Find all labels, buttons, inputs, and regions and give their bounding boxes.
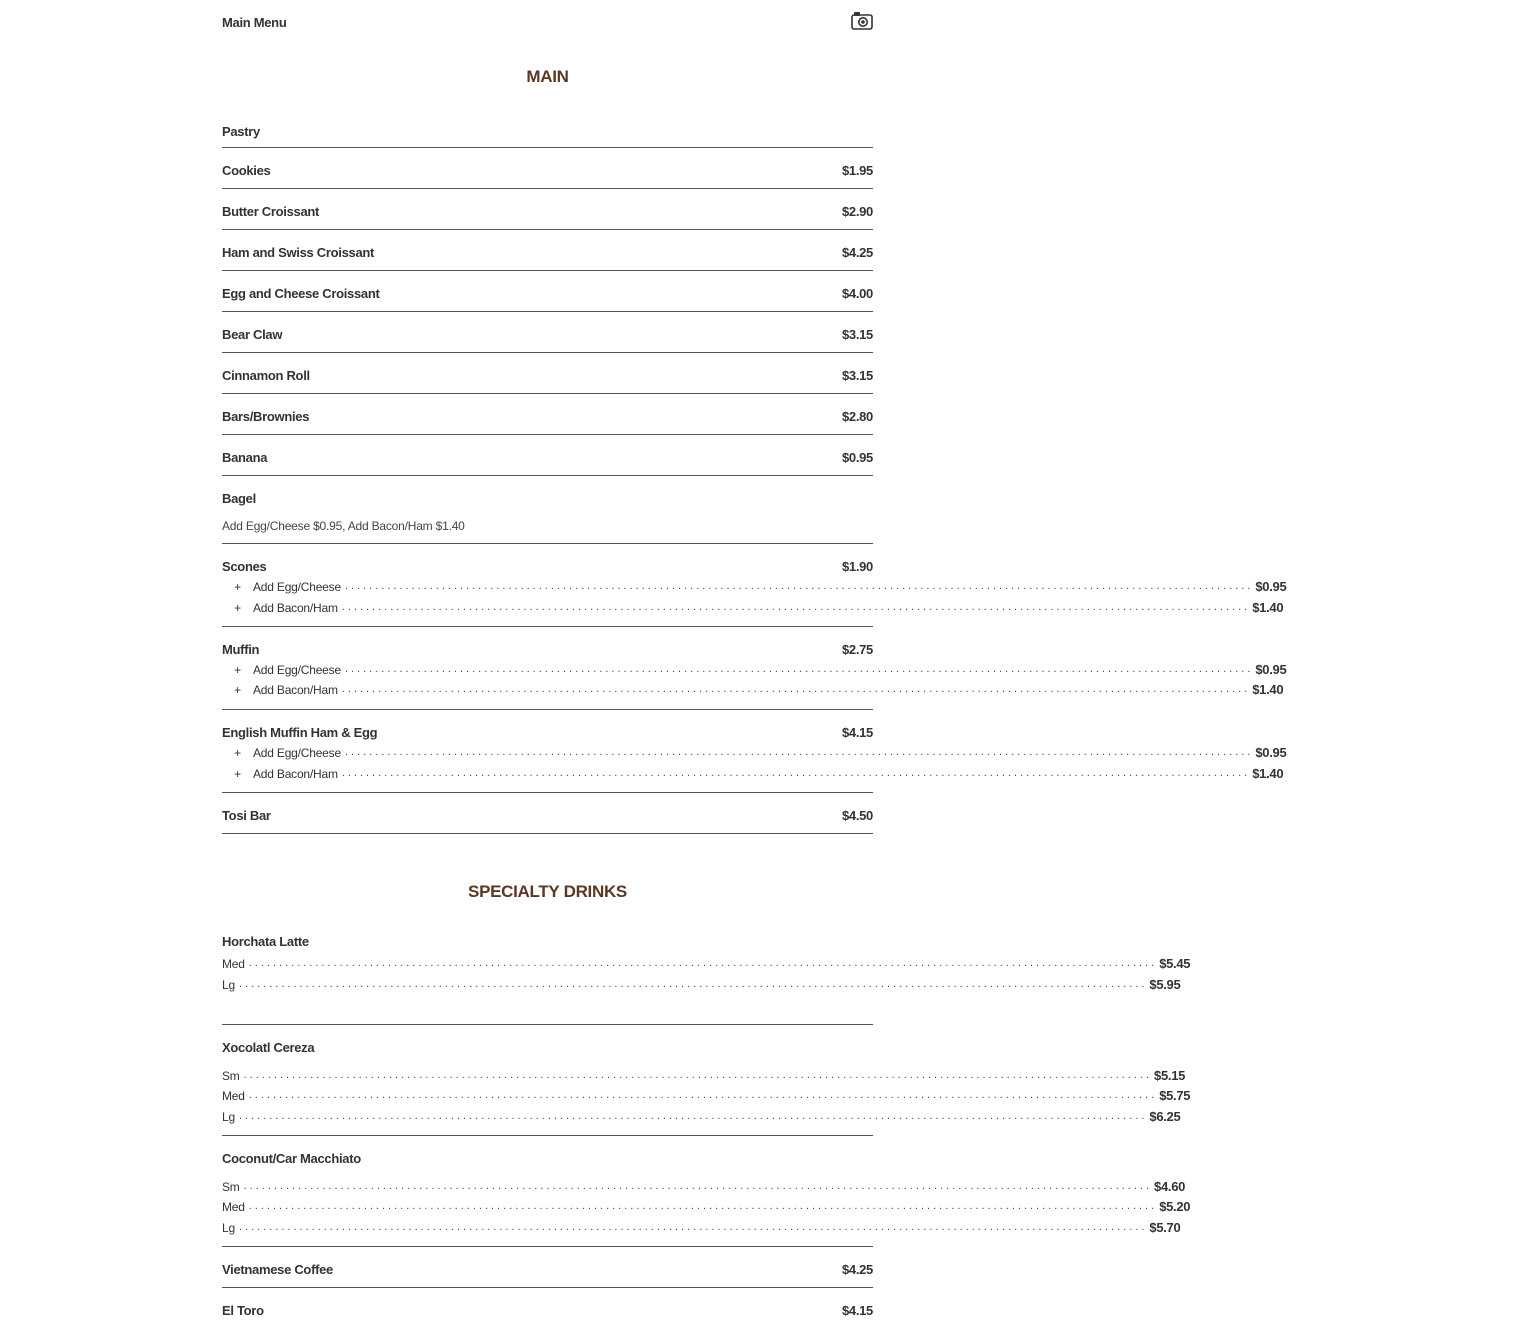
menu-item[interactable] bbox=[222, 189, 873, 230]
item-price: $4.25 bbox=[841, 245, 873, 260]
size-row[interactable] bbox=[222, 951, 1191, 971]
size-row[interactable] bbox=[222, 1063, 1186, 1083]
addon-row[interactable] bbox=[222, 677, 1284, 697]
addon-label: Add Bacon/Ham bbox=[253, 767, 338, 781]
item-price: $2.80 bbox=[841, 409, 873, 424]
item-price: $4.25 bbox=[841, 1262, 873, 1277]
size-row[interactable] bbox=[222, 1104, 1181, 1124]
item-price: $1.90 bbox=[841, 559, 873, 574]
size-label: Lg bbox=[222, 978, 235, 992]
item-name: Vietnamese Coffee bbox=[222, 1262, 333, 1277]
dot-leader: ...................................................................................................................................................... bbox=[243, 1180, 1153, 1192]
plus-icon: + bbox=[234, 683, 241, 697]
menu-item[interactable] bbox=[222, 394, 873, 435]
size-row[interactable] bbox=[222, 1083, 1191, 1103]
size-label: Med bbox=[222, 957, 245, 971]
addon-row[interactable] bbox=[222, 657, 1287, 677]
dot-leader: ...................................................................................................................................................... bbox=[344, 746, 1254, 758]
dot-leader: ...................................................................................................................................................... bbox=[238, 1110, 1148, 1122]
category-pastry: Pastry bbox=[222, 118, 873, 148]
menu-item[interactable] bbox=[222, 353, 873, 394]
menu-item-muffin[interactable] bbox=[222, 627, 1287, 710]
item-name: El Toro bbox=[222, 1303, 264, 1318]
size-row[interactable] bbox=[222, 1215, 1181, 1235]
dot-leader: ...................................................................................................................................................... bbox=[238, 978, 1148, 990]
menu-item-xocolatl-cereza[interactable] bbox=[222, 1025, 1191, 1136]
dot-leader: ...................................................................................................................................................... bbox=[341, 601, 1251, 613]
menu-item-coconut-car-macchiato[interactable] bbox=[222, 1136, 1191, 1247]
size-row[interactable] bbox=[222, 972, 1181, 992]
addon-price: $0.95 bbox=[1255, 662, 1287, 677]
menu-item-bagel[interactable] bbox=[222, 476, 873, 544]
size-label: Sm bbox=[222, 1180, 240, 1194]
addon-label: Add Bacon/Ham bbox=[253, 601, 338, 615]
item-price: $3.15 bbox=[841, 368, 873, 383]
item-price: $3.15 bbox=[841, 327, 873, 342]
menu-item[interactable] bbox=[222, 312, 873, 353]
size-price: $5.45 bbox=[1159, 956, 1191, 971]
dot-leader: ...................................................................................................................................................... bbox=[341, 767, 1251, 779]
item-description: Add Egg/Cheese $0.95, Add Bacon/Ham $1.40 bbox=[222, 519, 465, 533]
item-name: Bars/Brownies bbox=[222, 409, 310, 424]
menu-item-tosi-bar[interactable] bbox=[222, 793, 873, 834]
size-price: $5.70 bbox=[1149, 1220, 1181, 1235]
addon-row[interactable] bbox=[222, 595, 1284, 615]
size-price: $4.60 bbox=[1154, 1179, 1186, 1194]
plus-icon: + bbox=[234, 601, 241, 615]
size-label: Lg bbox=[222, 1221, 235, 1235]
size-label: Lg bbox=[222, 1110, 235, 1124]
menu-item[interactable] bbox=[222, 435, 873, 476]
item-name: Butter Croissant bbox=[222, 204, 320, 219]
addon-label: Add Bacon/Ham bbox=[253, 683, 338, 697]
size-price: $5.20 bbox=[1159, 1199, 1191, 1214]
item-name: Ham and Swiss Croissant bbox=[222, 245, 375, 260]
item-price: $0.95 bbox=[841, 450, 873, 465]
size-row[interactable] bbox=[222, 1194, 1191, 1214]
addon-label: Add Egg/Cheese bbox=[253, 746, 341, 760]
dot-leader: ...................................................................................................................................................... bbox=[344, 580, 1254, 592]
addon-label: Add Egg/Cheese bbox=[253, 663, 341, 677]
dot-leader: ...................................................................................................................................................... bbox=[248, 957, 1158, 969]
dot-leader: ...................................................................................................................................................... bbox=[248, 1089, 1158, 1101]
item-name: Coconut/Car Macchiato bbox=[222, 1151, 361, 1166]
top-bar bbox=[222, 0, 873, 46]
size-row[interactable] bbox=[222, 1174, 1186, 1194]
item-name: Cinnamon Roll bbox=[222, 368, 310, 383]
addon-price: $1.40 bbox=[1252, 766, 1284, 781]
addon-row[interactable] bbox=[222, 761, 1284, 781]
item-name: Horchata Latte bbox=[222, 934, 309, 949]
size-price: $5.95 bbox=[1149, 977, 1181, 992]
dot-leader: ...................................................................................................................................................... bbox=[243, 1069, 1153, 1081]
plus-icon: + bbox=[234, 746, 241, 760]
item-name: Scones bbox=[222, 559, 267, 574]
camera-icon[interactable] bbox=[851, 11, 873, 30]
section-title-main: MAIN bbox=[526, 67, 569, 86]
addon-label: Add Egg/Cheese bbox=[253, 580, 341, 594]
menu-item-english-muffin[interactable] bbox=[222, 710, 1287, 793]
menu-container bbox=[222, 0, 1287, 1328]
menu-title: Main Menu bbox=[222, 15, 287, 30]
item-price: $2.75 bbox=[841, 642, 873, 657]
size-label: Med bbox=[222, 1089, 245, 1103]
item-name: Tosi Bar bbox=[222, 808, 271, 823]
item-name: Cookies bbox=[222, 163, 271, 178]
plus-icon: + bbox=[234, 663, 241, 677]
section-title-specialty-drinks: SPECIALTY DRINKS bbox=[468, 882, 627, 901]
addon-row[interactable] bbox=[222, 574, 1287, 594]
item-name: Xocolatl Cereza bbox=[222, 1040, 315, 1055]
addon-price: $1.40 bbox=[1252, 600, 1284, 615]
item-price: $4.50 bbox=[841, 808, 873, 823]
item-name: English Muffin Ham & Egg bbox=[222, 725, 378, 740]
item-name: Bagel bbox=[222, 491, 256, 506]
size-price: $5.15 bbox=[1154, 1068, 1186, 1083]
item-price: $2.90 bbox=[841, 204, 873, 219]
dot-leader: ...................................................................................................................................................... bbox=[341, 683, 1251, 695]
menu-item-el-toro[interactable] bbox=[222, 1288, 873, 1328]
menu-item[interactable] bbox=[222, 271, 873, 312]
item-name: Bear Claw bbox=[222, 327, 283, 342]
menu-item-horchata-latte[interactable] bbox=[222, 934, 1191, 1025]
menu-item[interactable] bbox=[222, 230, 873, 271]
item-price: $4.00 bbox=[841, 286, 873, 301]
menu-item-vietnamese-coffee[interactable] bbox=[222, 1247, 873, 1288]
menu-item-scones[interactable] bbox=[222, 544, 1287, 627]
item-price: $4.15 bbox=[841, 1303, 873, 1318]
item-price: $4.15 bbox=[841, 725, 873, 740]
dot-leader: ...................................................................................................................................................... bbox=[248, 1200, 1158, 1212]
dot-leader: ...................................................................................................................................................... bbox=[238, 1221, 1148, 1233]
dot-leader: ...................................................................................................................................................... bbox=[344, 663, 1254, 675]
plus-icon: + bbox=[234, 580, 241, 594]
size-price: $6.25 bbox=[1149, 1109, 1181, 1124]
item-name: Muffin bbox=[222, 642, 260, 657]
addon-price: $1.40 bbox=[1252, 682, 1284, 697]
size-label: Sm bbox=[222, 1069, 240, 1083]
item-name: Egg and Cheese Croissant bbox=[222, 286, 380, 301]
addon-price: $0.95 bbox=[1255, 579, 1287, 594]
item-price: $1.95 bbox=[841, 163, 873, 178]
addon-row[interactable] bbox=[222, 740, 1287, 760]
menu-item[interactable] bbox=[222, 148, 873, 189]
plus-icon: + bbox=[234, 767, 241, 781]
size-price: $5.75 bbox=[1159, 1088, 1191, 1103]
addon-price: $0.95 bbox=[1255, 745, 1287, 760]
item-name: Banana bbox=[222, 450, 268, 465]
size-label: Med bbox=[222, 1200, 245, 1214]
